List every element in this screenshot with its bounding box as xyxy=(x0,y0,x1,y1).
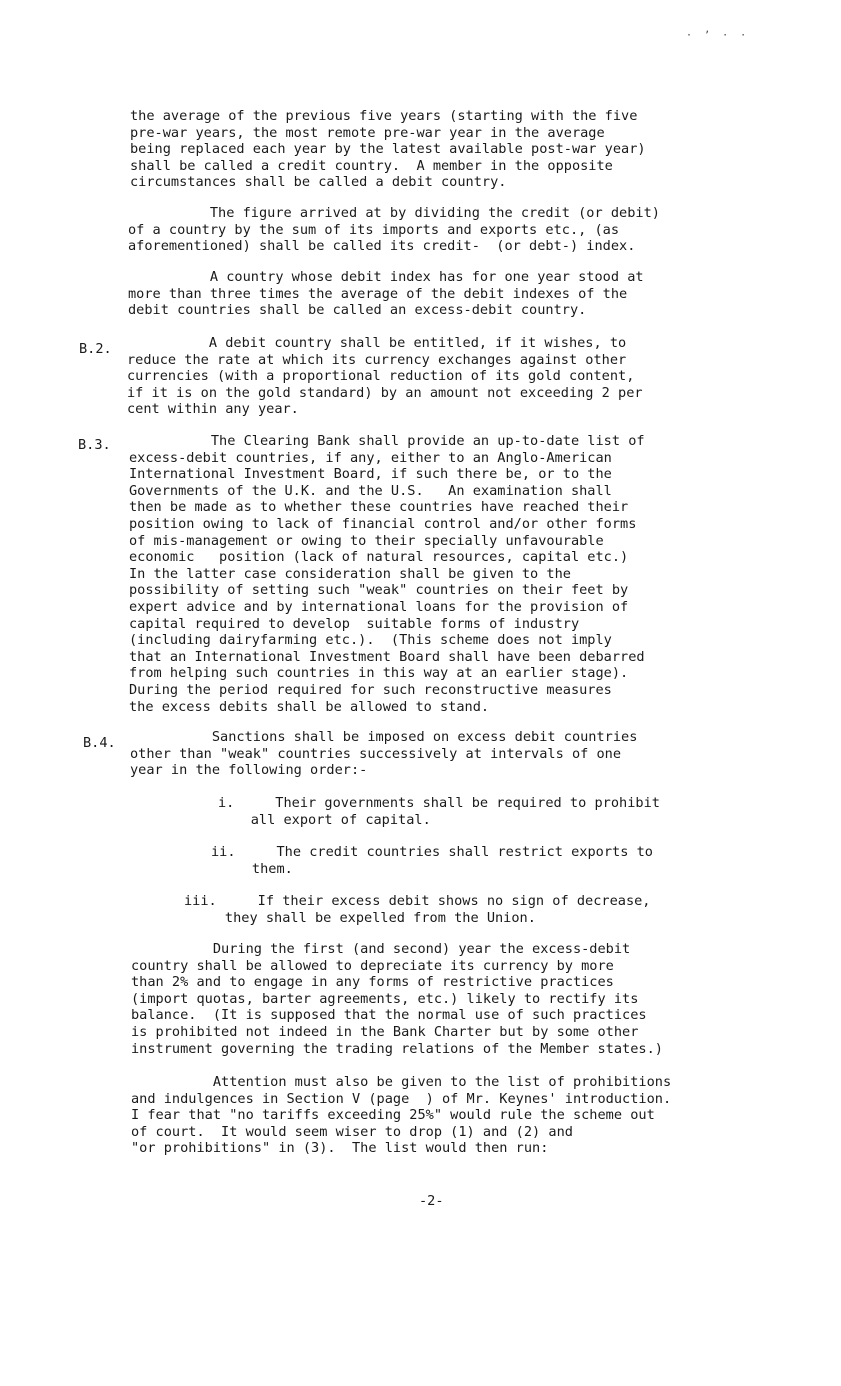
section-label-b4: B.4. xyxy=(83,735,116,751)
paragraph-prohibitions: Attention must also be given to the list of prohibitions and indulgences in Section V (page ) of Mr. Keynes' introduction. I fear that "no tariffs exceeding 25%" would rule the scheme out of court. It would seem wiser to drop (1) and (2) and "or prohibitions" in (3). The list would then run: xyxy=(131,1074,672,1157)
paragraph-credit-index: The figure arrived at by dividing the credit (or debit) of a country by the sum of its imports and exports etc., (as aforementioned) shall be called its credit- (or debt-) index. xyxy=(128,205,660,255)
corner-marks: · ʼ · · xyxy=(686,30,750,41)
paragraph-b3: The Clearing Bank shall provide an up-to-date list of excess-debit countries, if any, either to an Anglo-American International Investment Board, if such there be, or to the Governments of the U.K. and the U.S. An examination shall then be made as to whether these countries have reached their position owing to lack of financial control and/or other forms of mis-management or owing to their specially unfavourable economic position (lack of natural resources, capital etc.) In the latter case consideration shall be given to the possibility of setting such "weak" countries on their feet by expert advice and by international loans for the provision of capital required to develop suitable forms of industry (including dairyfarming etc.). (This scheme does not imply that an International Investment Board shall have been debarred from helping such countries in this way at an earlier stage). During the period required for such reconstructive measures the excess debits shall be allowed to stand. xyxy=(129,433,645,715)
paragraph-b4: Sanctions shall be imposed on excess debit countries other than "weak" countries successively at intervals of one year in the following order:- xyxy=(130,729,638,779)
list-item-i: i. Their governments shall be required to prohibit all export of capital. xyxy=(218,795,660,828)
list-item-ii: ii. The credit countries shall restrict exports to them. xyxy=(211,844,653,877)
paragraph-credit-country: the average of the previous five years (starting with the five pre-war years, the most remote pre-war year in the average being replaced each year by the latest available post-war year) shall be called a credit country. A member in the opposite circumstances shall be called a debit country. xyxy=(130,108,646,191)
section-label-b3: B.3. xyxy=(78,437,111,453)
list-item-iii: iii. If their excess debit shows no sign of decrease, they shall be expelled from the Union. xyxy=(184,893,651,926)
paragraph-b2: A debit country shall be entitled, if it wishes, to reduce the rate at which its currency exchanges against other currencies (with a proportional reduction of its gold content, if it is on the gold standard) by an amount not exceeding 2 per cent within any year. xyxy=(127,335,643,418)
section-label-b2: B.2. xyxy=(79,341,112,357)
page-number: -2- xyxy=(419,1193,444,1209)
paragraph-excess-debit-country: A country whose debit index has for one year stood at more than three times the average of the debit indexes of the debit countries shall be called an excess-debit country. xyxy=(128,269,644,319)
paragraph-depreciation: During the first (and second) year the excess-debit country shall be allowed to depreciate its currency by more than 2% and to engage in any forms of restrictive practices (import quotas, barter agreements, etc.) likely to rectify its balance. (It is supposed that the normal use of such practices is prohibited not indeed in the Bank Charter but by some other instrument governing the trading relations of the Member states.) xyxy=(131,941,663,1057)
